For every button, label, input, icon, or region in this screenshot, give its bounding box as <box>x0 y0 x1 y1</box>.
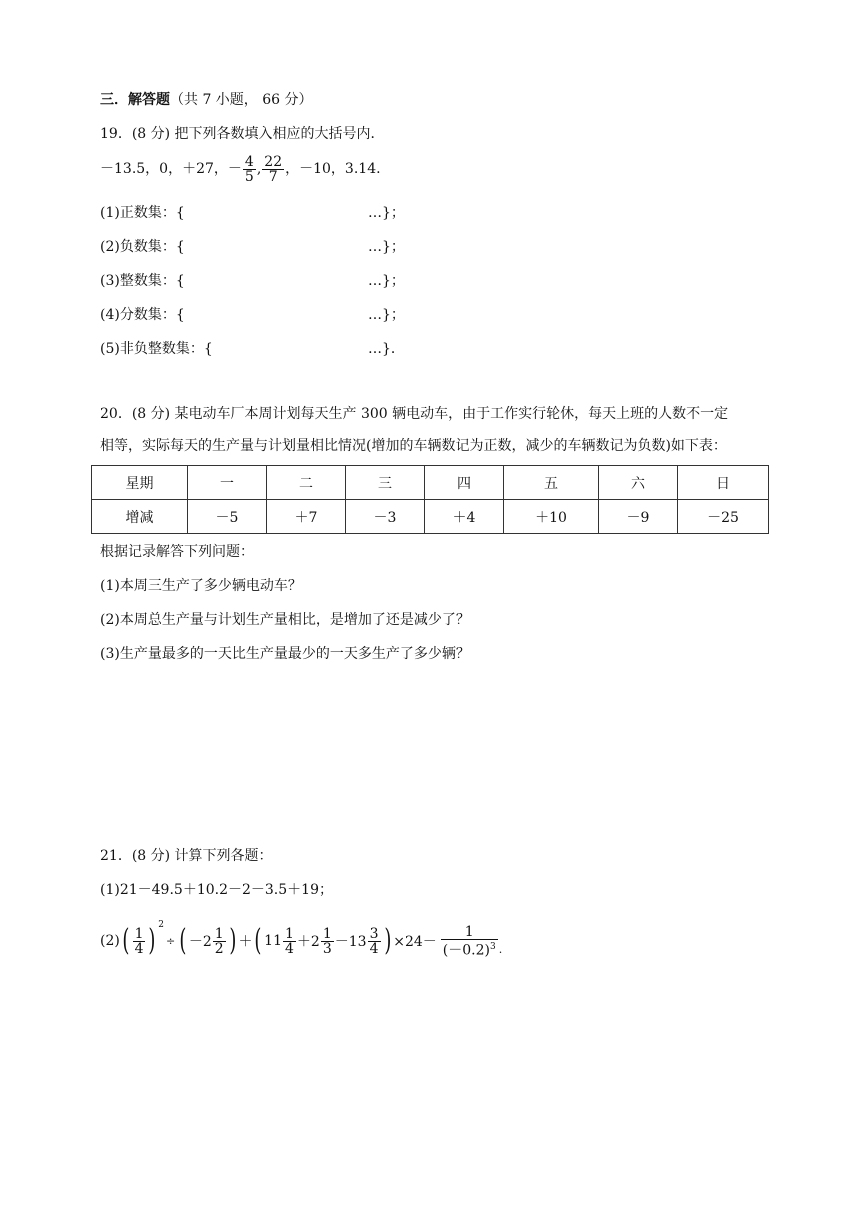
q19-stem: 19．(8 分) 把下列各数填入相应的大括号内． <box>100 126 385 142</box>
mixed-whole: －13 <box>334 934 367 950</box>
set-row-nonnegative-integer <box>100 339 405 359</box>
section-heading <box>100 90 313 110</box>
table-cell: ＋7 <box>267 500 346 534</box>
table-header-row <box>92 466 769 500</box>
table-cell: 六 <box>599 466 678 500</box>
fraction-4-5: $\frac{4}{5}$ <box>244 153 254 185</box>
table-cell: 增减 <box>92 500 188 534</box>
right-paren: ) <box>148 923 156 958</box>
fraction: $\frac{1}{4}$ <box>284 925 294 957</box>
table-cell: －3 <box>346 500 425 534</box>
q19-numbers <box>100 152 381 186</box>
set-row-positive <box>100 203 405 223</box>
q20-part2: (2)本周总生产量与计划生产量相比，是增加了还是减少了？ <box>100 612 470 628</box>
right-paren: ) <box>229 923 237 958</box>
left-paren: ( <box>179 923 187 958</box>
set-tail: …}； <box>368 273 405 289</box>
q21-part2-expression <box>100 916 502 966</box>
set-label: (4)分数集：{ <box>100 307 185 323</box>
q21-part1: (1)21－49.5＋10.2－2－3.5＋19； <box>100 882 333 898</box>
q20-stem-line1: 20．(8 分) 某电动车厂本周计划每天生产 300 辆电动车，由于工作实行轮休，每天上班的人数不一定 <box>100 406 729 422</box>
set-label: (2)负数集：{ <box>100 239 185 255</box>
right-paren: ) <box>383 923 391 958</box>
table-cell: 二 <box>267 466 346 500</box>
table-cell: 三 <box>346 466 425 500</box>
set-row-negative <box>100 237 405 257</box>
fraction: $\frac{1}{4}$ <box>134 925 144 957</box>
q19-numbers-a: －13.5，0，＋27，－ <box>100 161 242 177</box>
table-cell: －5 <box>188 500 267 534</box>
fraction: $\frac{3}{4}$ <box>369 925 379 957</box>
part-label: (2) <box>100 933 120 949</box>
q20-part3: (3)生产量最多的一天比生产量最少的一天多生产了多少辆？ <box>100 646 470 662</box>
exponent: 2 <box>158 920 164 930</box>
period: . <box>498 943 503 956</box>
set-tail: …}． <box>368 341 405 357</box>
table-cell: 日 <box>678 466 769 500</box>
section-note: （共 7 小题， 66 分） <box>170 92 313 108</box>
fraction-22-7: $\frac{22}{7}$ <box>264 153 283 185</box>
production-table <box>91 465 769 534</box>
q21-stem: 21．(8 分) 计算下列各题： <box>100 848 273 864</box>
table-row <box>92 500 769 534</box>
q20-stem-line2: 相等，实际每天的生产量与计划量相比情况(增加的车辆数记为正数，减少的车辆数记为负数)如下表： <box>100 438 727 454</box>
fraction: $\frac{1}{2}$ <box>214 925 224 957</box>
left-paren: ( <box>254 923 262 958</box>
reciprocal-fraction: $\frac{1}{(-0.2)^3}$ <box>442 923 496 959</box>
q20-intro: 根据记录解答下列问题： <box>100 544 254 560</box>
table-cell: －25 <box>678 500 769 534</box>
fraction: $\frac{1}{3}$ <box>322 925 332 957</box>
mixed-whole: －2 <box>188 934 212 950</box>
set-tail: …}； <box>368 205 405 221</box>
table-cell: 五 <box>504 466 599 500</box>
plus-sign: ＋ <box>238 934 253 950</box>
table-cell: 星期 <box>92 466 188 500</box>
q19-numbers-b: ，－10，3.14. <box>285 161 381 177</box>
mixed-whole: 11 <box>264 933 282 949</box>
section-title: 三．解答题 <box>100 92 170 108</box>
table-cell: ＋4 <box>425 500 504 534</box>
set-row-fraction <box>100 305 405 325</box>
set-label: (5)非负整数集：{ <box>100 341 213 357</box>
q19-separator: , <box>256 161 262 177</box>
table-cell: 一 <box>188 466 267 500</box>
division-sign: ÷ <box>165 934 176 948</box>
set-label: (3)整数集：{ <box>100 273 185 289</box>
table-cell: －9 <box>599 500 678 534</box>
set-tail: …}； <box>368 239 405 255</box>
q20-part1: (1)本周三生产了多少辆电动车？ <box>100 578 302 594</box>
set-tail: …}； <box>368 307 405 323</box>
mixed-whole: ＋2 <box>296 934 320 950</box>
set-row-integer <box>100 271 405 291</box>
set-label: (1)正数集：{ <box>100 205 185 221</box>
times-term: ×24－ <box>393 934 437 950</box>
left-paren: ( <box>122 923 130 958</box>
table-cell: ＋10 <box>504 500 599 534</box>
table-cell: 四 <box>425 466 504 500</box>
